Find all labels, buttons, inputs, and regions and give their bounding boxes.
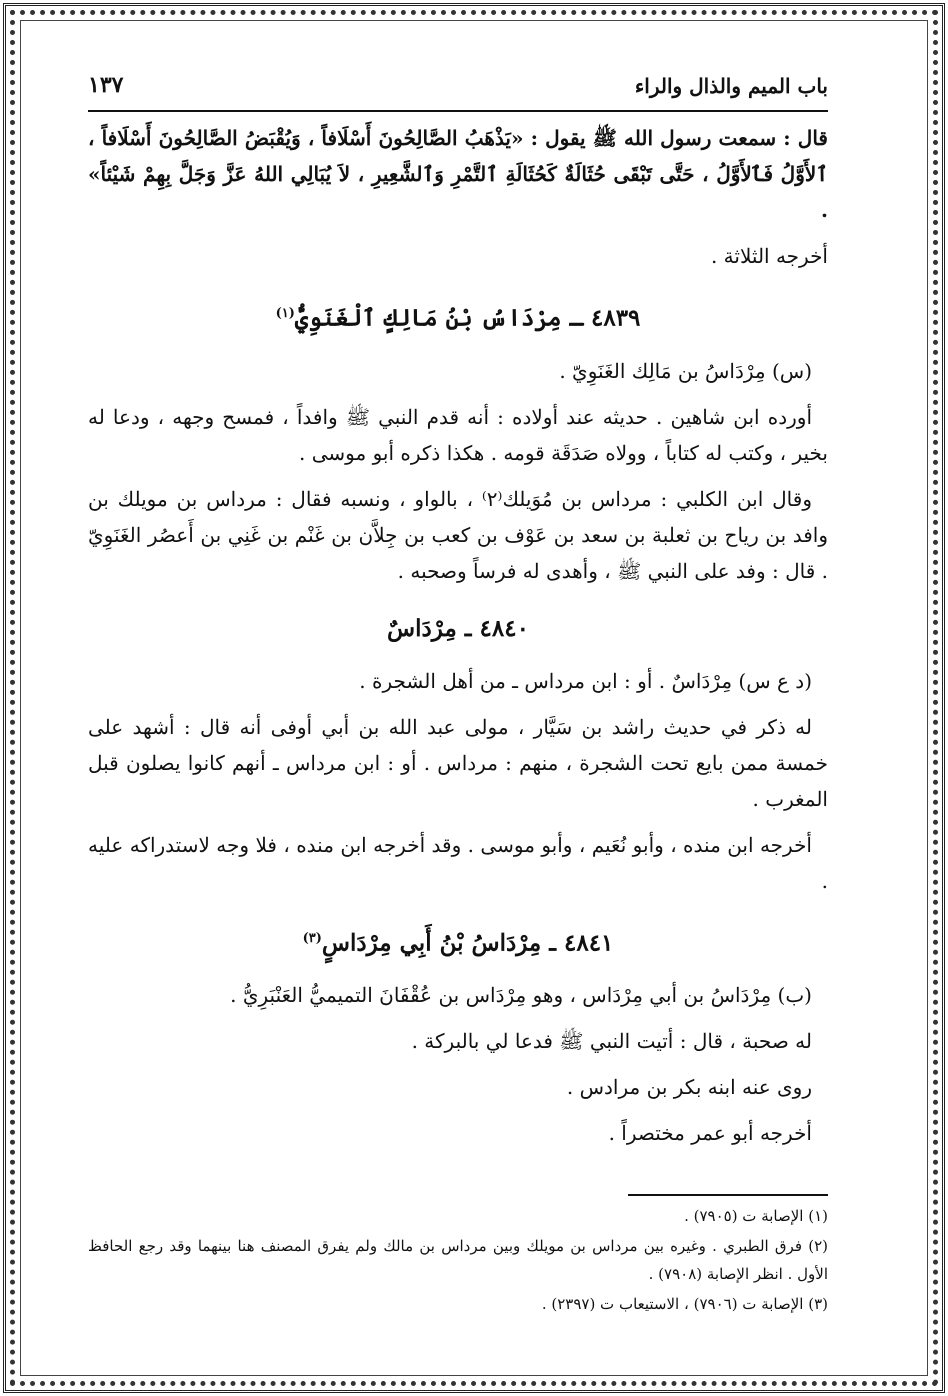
page-number: ١٣٧	[88, 72, 124, 98]
entry-title: ٤٨٤٠ ـ مِرْدَاسٌ	[387, 614, 529, 642]
entry-paragraph: (د ع س) مِرْدَاسٌ . أو : ابن مرداس ـ من أهل الشجرة .	[359, 668, 812, 693]
entry-paragraph: وقال ابن الكلبي : مرداس بن مُوَيلك⁽٢⁾ ، بالواو ، ونسبه فقال : مرداس بن مويلك بن وافد بن رياح بن ثعلبة بن سعد بن عَوْف بن كعب بن جِلاَّن بن غَنْم بن غَنِي بن أَعصُر الغَنَوِيّ . قال : وفد على النبي ﷺ ، وأهدى له فرساً وصحبه .	[88, 486, 828, 583]
footnote-3: (٣) الإصابة ت (٧٩٠٦) ، الاستيعاب ت (٢٣٩٧) .	[541, 1295, 828, 1313]
footnote-mark: (٣)	[302, 930, 322, 946]
hadith-text: قال : سمعت رسول الله ﷺ يقول : «يَذْهَبُ الصَّالِحُونَ أَسْلَافاً ، وَيُقْبَضُ الصَّالِحُونَ أَسْلَافاً ، ٱلأَوَّلُ فَٱلأَوَّلُ ، حَتَّى تَبْقَى حُثَالَةٌ كَحُثَالَةِ ٱلتَّمْرِ وَٱلشَّعِيرِ ، لاَ يُبَالِي اللهُ عَزَّ وَجَلَّ بِهِمْ شَيْئاً» .	[88, 126, 828, 222]
entry-paragraph: أخرجه ابن منده ، وأبو نُعَيم ، وأبو موسى . وقد أخرجه ابن منده ، فلا وجه لاستدراكه عليه .	[88, 832, 828, 893]
entry-paragraph: روى عنه ابنه بكر بن مرادس .	[566, 1075, 812, 1100]
entry-title: ٤٨٣٩ ـ مِرْدَاسُ بْنُ مَالِكٍ ٱلْغَنَوِيُّ	[294, 304, 641, 332]
footnote-1: (١) الإصابة ت (٧٩٠٥) .	[684, 1207, 828, 1225]
entry-heading-4839	[88, 294, 828, 339]
entry-paragraph: (ب) مِرْدَاسُ بن أبي مِرْدَاس ، وهو مِرْدَاس بن عُقْفَانَ التميميُّ العَنْبَرِيُّ .	[230, 983, 812, 1008]
entry-paragraph: (س) مِرْدَاسُ بن مَالِك الغَنَوِيّ .	[559, 358, 812, 383]
footnote-2: (٢) فرق الطبري . وغيره بين مرداس بن مويلك وبين مرداس بن مالك ولم يفرق المصنف هنا بينهما وقد رجع الحافظ الأول . انظر الإصابة (٧٩٠٨) .	[88, 1237, 828, 1283]
source-note: أخرجه الثلاثة .	[710, 244, 828, 268]
entry-paragraph: أورده ابن شاهين . حديثه عند أولاده : أنه قدم النبي ﷺ وافداً ، فمسح وجهه ، ودعا له بخير ، وكتب له كتاباً ، وولاه صَدَقَة قومه . هكذا ذكره أبو موسى .	[88, 404, 828, 465]
entry-paragraph: أخرجه أبو عمر مختصراً .	[608, 1121, 812, 1146]
entry-paragraph: له صحبة ، قال : أتيت النبي ﷺ فدعا لي بالبركة .	[411, 1029, 812, 1054]
entry-heading-4840	[88, 609, 828, 649]
footnotes	[88, 1194, 828, 1320]
running-header	[88, 70, 828, 112]
entry-heading-4841	[88, 919, 828, 964]
running-title: باب الميم والذال والراء	[634, 74, 828, 98]
footnote-mark: (١)	[275, 306, 295, 321]
entry-title: ٤٨٤١ ـ مِرْدَاسُ بْنُ أَبِي مِرْدَاسٍ	[321, 929, 614, 957]
entry-paragraph: له ذكر في حديث راشد بن سَيَّار ، مولى عبد الله بن أبي أوفى أنه قال : أشهد على خمسة ممن بايع تحت الشجرة ، منهم : مرداس . أو : ابن مرداس ـ أنهم كانوا يصلون قبل المغرب .	[88, 714, 828, 811]
book-page	[88, 70, 828, 1330]
footnote-separator	[628, 1194, 828, 1196]
page-content	[88, 120, 828, 1161]
